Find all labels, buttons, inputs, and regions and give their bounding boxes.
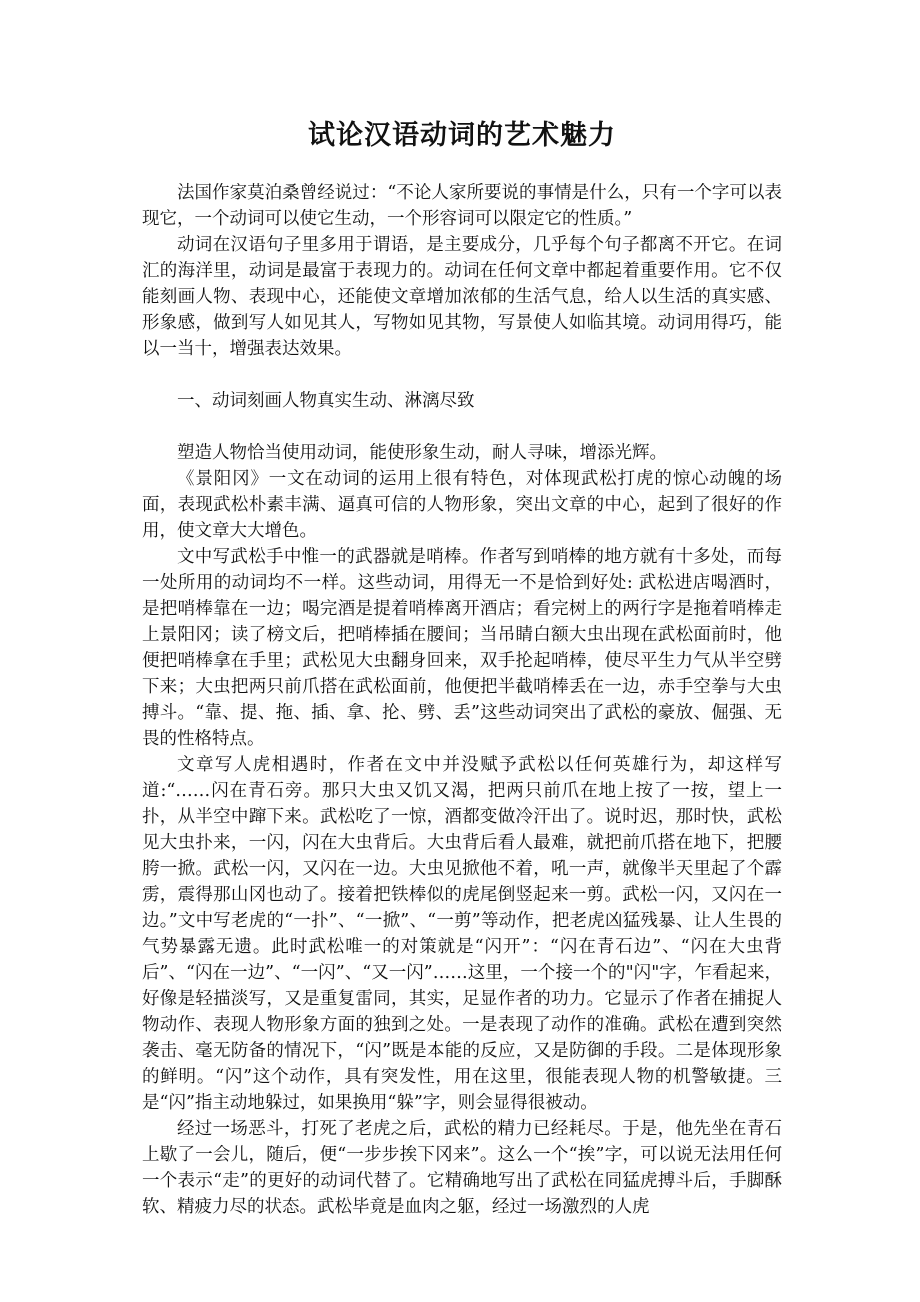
section-paragraph-2: 《景阳冈》一文在动词的运用上很有特色，对体现武松打虎的惊心动魄的场面，表现武松朴素丰满、逼真可信的人物形象，突出文章的中心，起到了很好的作用，使文章大大增色。 [142,469,782,541]
section-paragraph-3: 文中写武松手中惟一的武器就是哨棒。作者写到哨棒的地方就有十多处，而每一处所用的动词均不一样。这些动词，用得无一不是恰到好处: 武松进店喝酒时，是把哨棒靠在一边；喝完酒是提着哨棒离开酒店；看完树上的两行字是拖着哨棒走上景阳冈；读了榜文后，把哨棒插在腰间；当吊睛白额大虫出现在武松面前时，他便把哨棒拿在手里；武松见大虫翻身回来，双手抡起哨棒，使尽平生力气从半空劈下来；大虫把两只前爪搭在武松面前，他便把半截哨棒丢在一边，赤手空拳与大虫搏斗。“靠、提、拖、插、拿、抡、劈、丢”这些动词突出了武松的豪放、倔强、无畏的性格特点。 [142,547,782,749]
document-title: 试论汉语动词的艺术魅力 [308,120,616,151]
spacer [142,362,782,388]
intro-paragraph-2: 动词在汉语句子里多用于谓语，是主要成分，几乎每个句子都离不开它。在词汇的海洋里，动词是最富于表现力的。动词在任何文章中都起着重要作用。它不仅能刻画人物、表现中心，还能使文章增加浓郁的生活气息，给人以生活的真实感、形象感，做到写人如见其人，写物如见其物，写景使人如临其境。动词用得巧，能以一当十，增强表达效果。 [142,235,782,359]
section-paragraph-4: 文章写人虎相遇时，作者在文中并没赋予武松以任何英雄行为，却这样写道:“……闪在青石旁。那只大虫又饥又渴，把两只前爪在地上按了一按，望上一扑，从半空中蹿下来。武松吃了一惊，酒都变做冷汗出了。说时迟，那时快，武松见大虫扑来，一闪，闪在大虫背后。大虫背后看人最难，就把前爪搭在地下，把腰胯一掀。武松一闪，又闪在一边。大虫见掀他不着，吼一声，就像半天里起了个霹雳，震得那山冈也动了。接着把铁棒似的虎尾倒竖起来一剪。武松一闪，又闪在一边。”文中写老虎的“一扑”、“一掀”、“一剪”等动作，把老虎凶猛残暴、让人生畏的气势暴露无遗。此时武松唯一的对策就是“闪开”：“闪在青石边”、“闪在大虫背后”、“闪在一边”、“一闪”、“又一闪”……这里，一个接一个的"闪"字，乍看起来，好像是轻描淡写，又是重复雷同，其实，足显作者的功力。它显示了作者在捕捉人物动作、表现人物形象方面的独到之处。一是表现了动作的准确。武松在遭到突然袭击、毫无防备的情况下，“闪”既是本能的反应，又是防御的手段。二是体现形象的鲜明。“闪”这个动作，具有突发性，用在这里，很能表现人物的机警敏捷。三是“闪”指主动地躲过，如果换用“躲”字，则会显得很被动。 [142,755,782,1113]
section-paragraph-1: 塑造人物恰当使用动词，能使形象生动，耐人寻味，增添光辉。 [177,443,667,463]
section-paragraph-5: 经过一场恶斗，打死了老虎之后，武松的精力已经耗尽。于是，他先坐在青石上歇了一会儿，随后，便“一步步挨下冈来”。这么一个“挨”字，可以说无法用任何一个表示“走”的更好的动词代替了。它精确地写出了武松在同猛虎搏斗后，手脚酥软、精疲力尽的状态。武松毕竟是血肉之躯，经过一场激烈的人虎 [142,1119,782,1217]
spacer [142,414,782,440]
document-page [142,116,782,1220]
section-heading: 一、动词刻画人物真实生动、淋漓尽致 [177,391,475,411]
intro-paragraph-1: 法国作家莫泊桑曾经说过：“不论人家所要说的事情是什么，只有一个字可以表现它，一个动词可以使它生动，一个形容词可以限定它的性质。” [142,183,782,229]
